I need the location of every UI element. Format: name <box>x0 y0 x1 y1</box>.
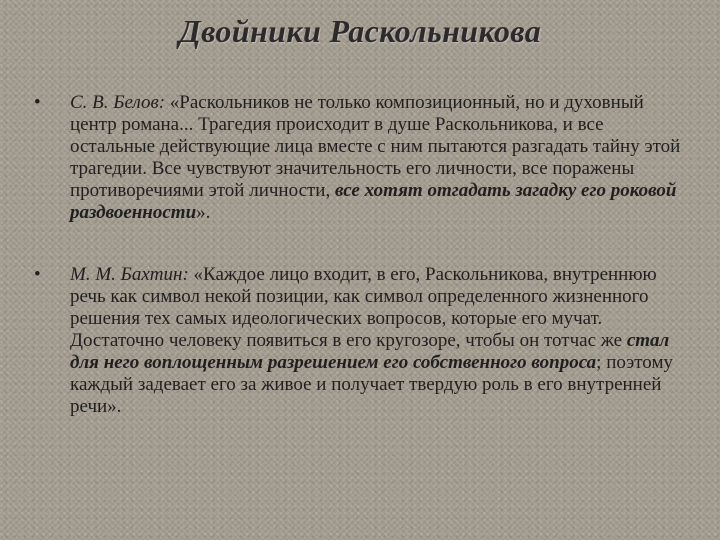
bullet-marker: • <box>34 92 41 113</box>
bullet-marker: • <box>34 264 41 285</box>
quote-text-end: ». <box>196 202 211 223</box>
quote-text-end: ; поэтому каждый задевает его за живое и получает твердую роль в его внутренней речи». <box>70 352 673 417</box>
quote-bakhtin <box>28 264 684 418</box>
slide-title: Двойники Раскольникова <box>178 13 542 49</box>
quote-emphasis: все хотят отгадать загадку его роковой раздвоенности <box>70 180 677 223</box>
quote-author: М. М. Бахтин: <box>70 264 189 285</box>
quote-emphasis: стал для него воплощенным разрешением его собственного вопроса <box>70 330 670 373</box>
slide-content <box>28 92 684 458</box>
quote-belov <box>28 92 684 224</box>
quote-text: «Каждое лицо входит, в его, Раскольникова, внутреннюю речь как символ некой позиции, как символ определенного жизненного решения тех самых идеологических вопросов, которые его мучат. Достаточно человеку появиться в его кругозоре, чтобы он тотчас же <box>70 264 657 351</box>
quote-text: «Раскольников не только композиционный, но и духовный центр романа... Трагедия происходит в душе Раскольникова, и все остальные действующие лица вместе с ним пытаются разгадать тайну этой трагедии. Все чувствуют значительность его личности, все поражены противоречиями этой личности, <box>70 92 681 201</box>
quote-author: С. В. Белов: <box>70 92 166 113</box>
